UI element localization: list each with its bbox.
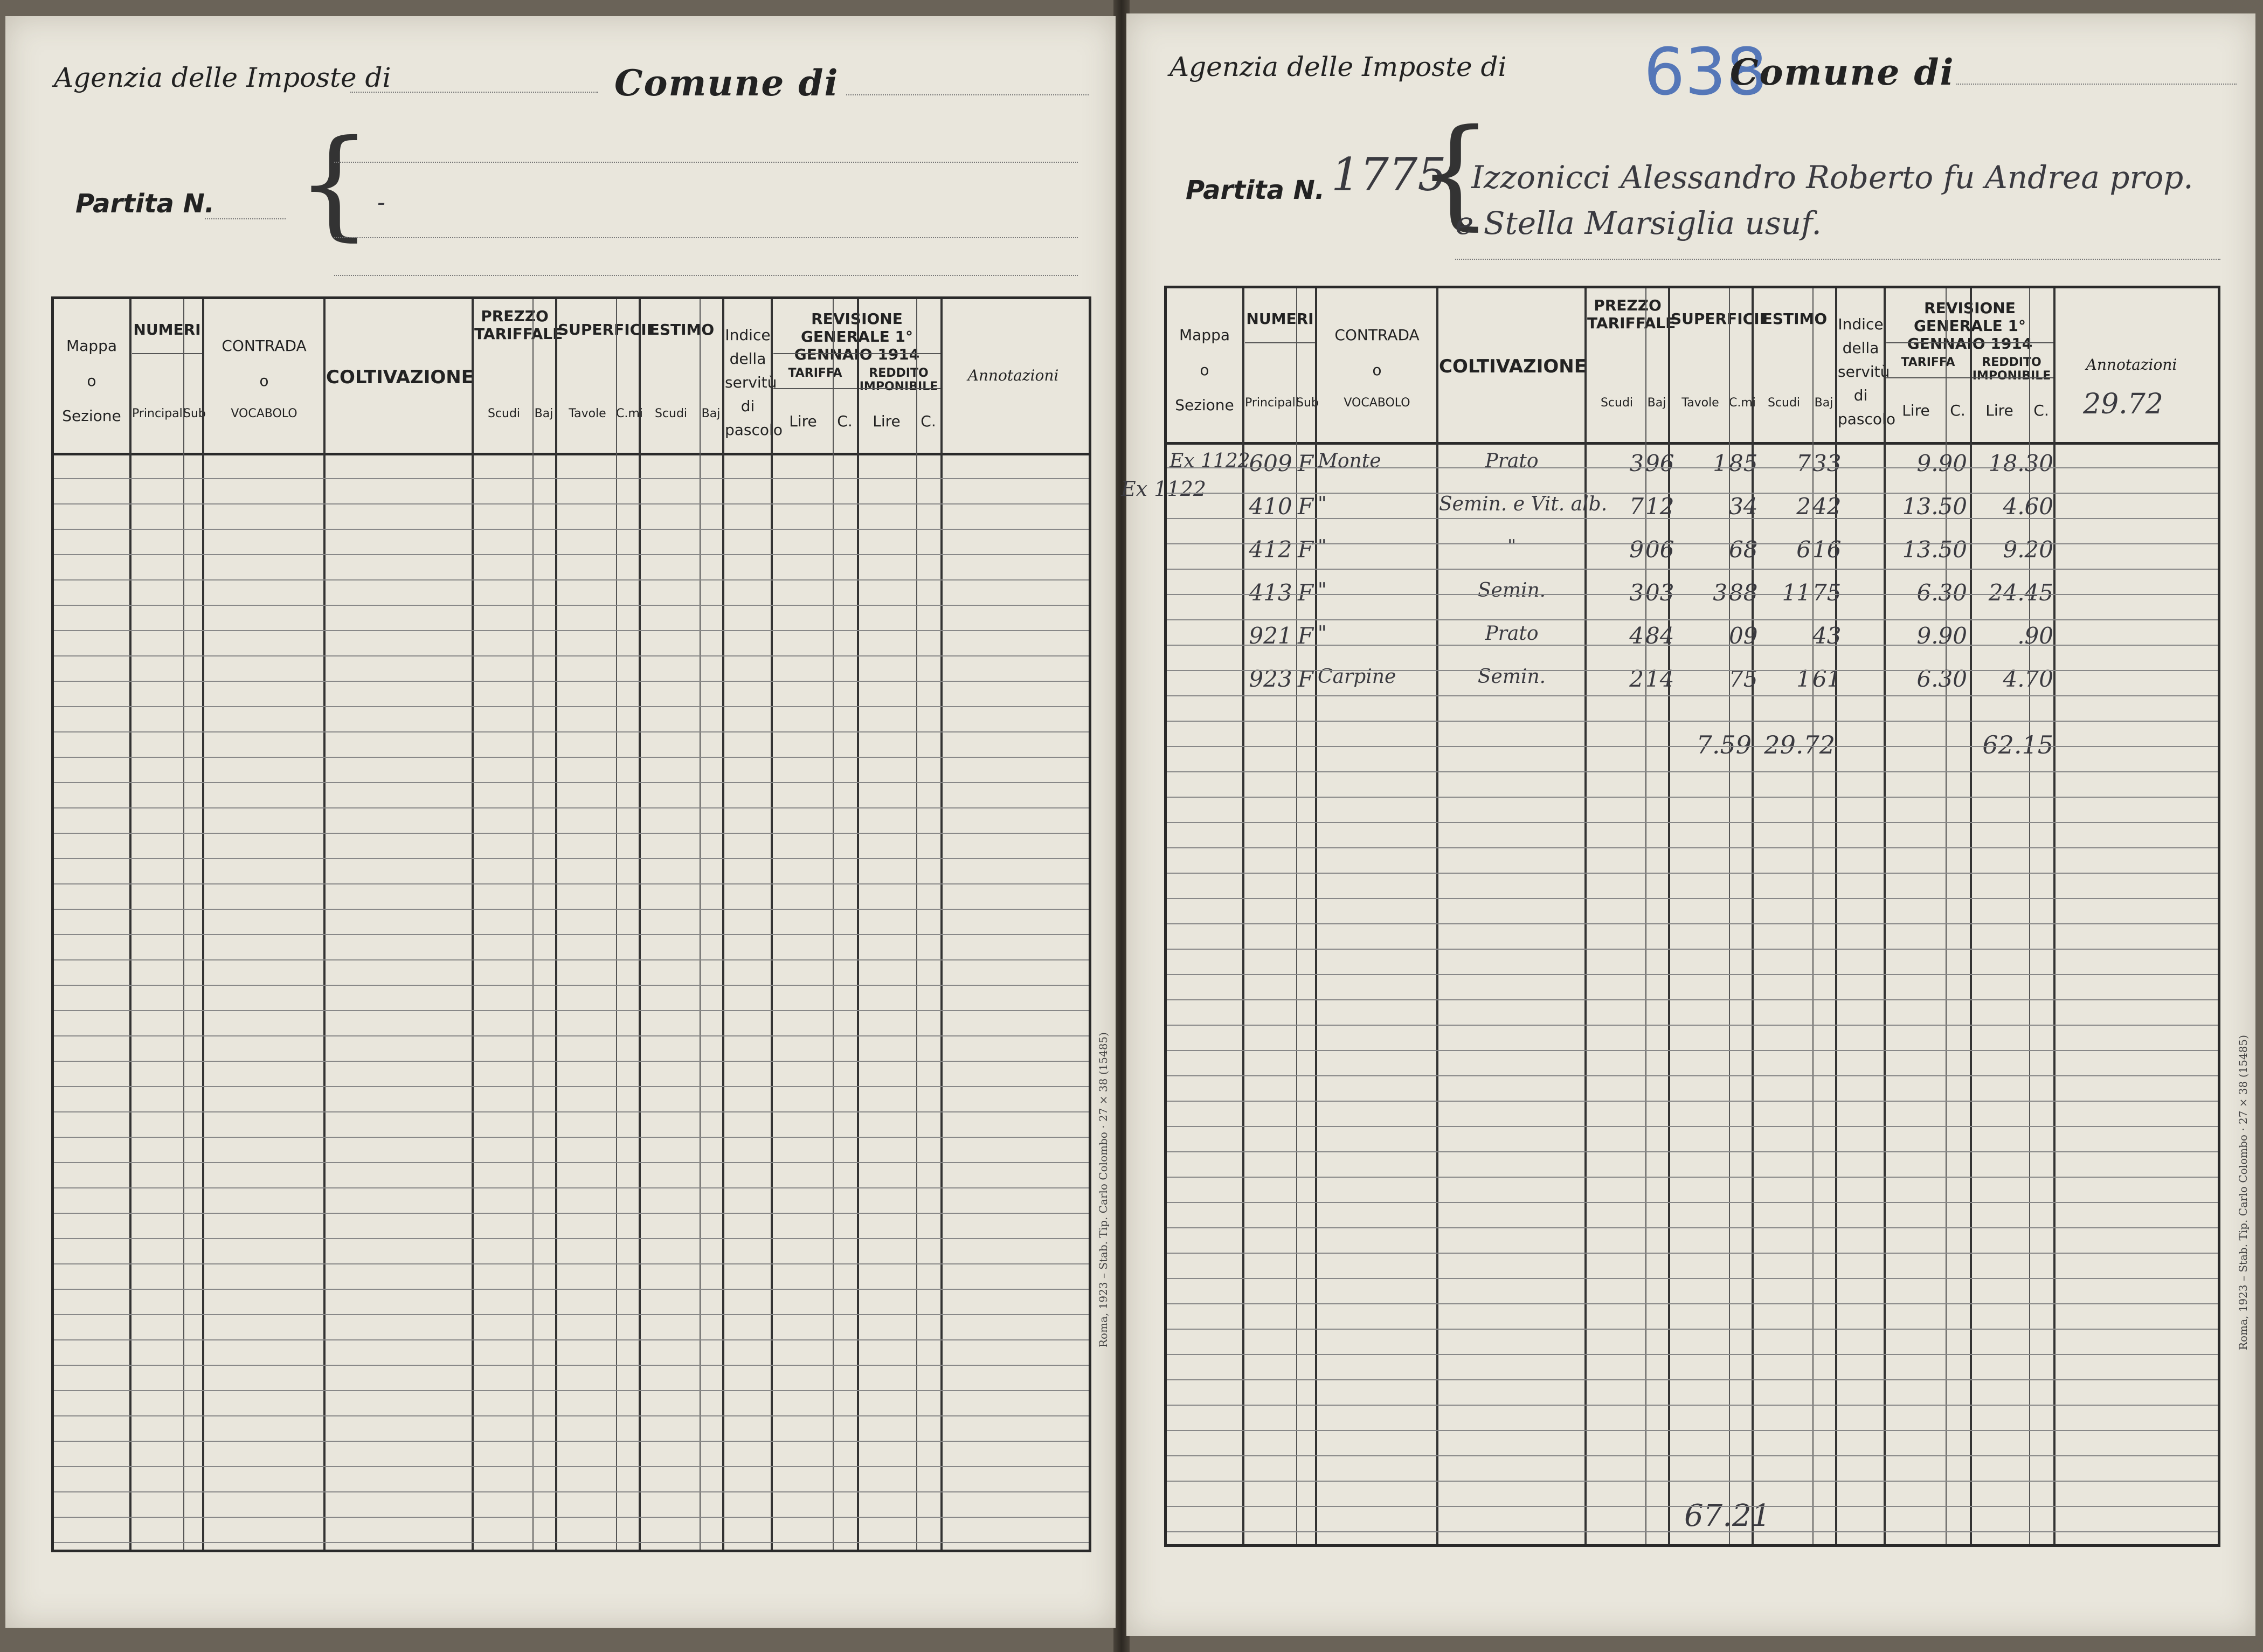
agenzia-label: Agenzia delle Imposte di <box>54 62 391 93</box>
col-scudi: Scudi <box>1600 396 1634 410</box>
col-estimo: ESTIMO <box>649 321 715 338</box>
partita-number: 1775 <box>1331 148 1447 201</box>
col-prezzo: PREZZO TARIFFALE <box>1587 296 1676 332</box>
owner-line-1 <box>334 162 1078 163</box>
cell-sub: F <box>1297 536 1314 563</box>
cell-principale: 923 <box>1249 666 1292 692</box>
col-mappa: Mappa <box>66 337 117 355</box>
cell-principale: 410 <box>1249 493 1292 520</box>
bottom-total: 67.21 <box>1684 1498 1771 1533</box>
col-tavole: Tavole <box>1681 396 1719 410</box>
printer-imprint: Roma, 1923 – Stab. Tip. Carlo Colombo · 27 × 38 (15485) <box>1097 1032 1110 1347</box>
col-tavole: Tavole <box>569 407 606 420</box>
cell-sub: F <box>1297 579 1314 606</box>
cell-tariffa: 13.50 <box>1902 493 1967 520</box>
cell-tavole: 3 <box>1713 579 1727 606</box>
cell-estimo-b: 42 <box>1812 493 1842 520</box>
register-table <box>1164 286 2220 1547</box>
col-superficie: SUPERFICIE <box>558 321 657 338</box>
col-annotazioni: Annotazioni <box>2086 356 2177 374</box>
cell-baj: 84 <box>1645 623 1674 649</box>
cell-principale: 921 <box>1249 623 1292 649</box>
col-cmi: C.mi <box>616 407 643 420</box>
cell-contrada: Carpine <box>1318 666 1396 688</box>
col-o: o <box>1200 361 1209 379</box>
cell-baj: 14 <box>1645 666 1674 692</box>
cell-mappa: Ex 1122 <box>1169 450 1250 472</box>
cell-cmi: 68 <box>1729 536 1758 563</box>
agenzia-label: Agenzia delle Imposte di <box>1169 51 1507 82</box>
cell-contrada: " <box>1318 623 1327 645</box>
col-estimo-baj: Baj <box>701 407 721 420</box>
col-o: o <box>87 372 96 390</box>
partita-label: Partita N. <box>1186 175 1325 205</box>
cell-coltivazione: Prato <box>1485 623 1539 645</box>
cell-tavole: 1 <box>1713 450 1727 476</box>
col-sezione: Sezione <box>62 407 121 425</box>
cell-reddito: 18.30 <box>1988 450 2053 476</box>
col-reddito-c: C. <box>921 412 936 430</box>
cell-cmi: 88 <box>1729 579 1758 606</box>
col-numeri: NUMERI <box>1246 310 1314 328</box>
col-reddito-lire: Lire <box>1985 402 2013 419</box>
owner-line-1: Izzonicci Alessandro Roberto fu Andrea prop. <box>1471 159 2193 196</box>
cell-coltivazione: Semin. e Vit. alb. <box>1439 493 1608 515</box>
col-revisione: REVISIONE GENERALE 1° GENNAIO 1914 <box>1907 299 2033 352</box>
cell-baj: 03 <box>1645 579 1674 606</box>
cell-reddito: 4.70 <box>2003 666 2053 692</box>
col-reddito-c: C. <box>2033 402 2049 419</box>
cell-sub: F <box>1297 493 1314 520</box>
col-prezzo: PREZZO TARIFFALE <box>474 307 563 343</box>
cell-scudi: 7 <box>1629 493 1644 520</box>
partita-field <box>205 218 286 219</box>
right-page <box>1121 13 2255 1636</box>
cell-coltivazione: " <box>1507 536 1517 558</box>
stamp-number: 638 <box>1644 35 1768 110</box>
cell-cmi: 09 <box>1729 623 1758 649</box>
agenzia-field <box>350 92 598 93</box>
comune-field <box>1956 84 2237 85</box>
col-superficie: SUPERFICIE <box>1671 310 1770 328</box>
col-estimo-scudi: Scudi <box>1767 396 1801 410</box>
cell-scudi: 9 <box>1629 536 1644 563</box>
cell-tariffa: 6.30 <box>1916 666 1967 692</box>
comune-label: Comune di <box>614 62 839 104</box>
owner-line-2: e Stella Marsiglia usuf. <box>1455 205 1822 241</box>
cell-principale: 609 <box>1249 450 1292 476</box>
cell-baj: 12 <box>1645 493 1674 520</box>
cell-contrada: " <box>1318 579 1327 602</box>
cell-scudi: 2 <box>1629 666 1644 692</box>
col-reddito-lire: Lire <box>873 412 901 430</box>
col-contrada-o: o <box>259 372 269 390</box>
col-tariffa-c: C. <box>837 412 853 430</box>
col-sub: Sub <box>1296 396 1319 410</box>
cell-estimo-s: 7 <box>1796 450 1811 476</box>
cell-contrada: Monte <box>1318 450 1381 472</box>
owner-line-3 <box>334 275 1078 276</box>
cell-estimo-b: 75 <box>1812 579 1842 606</box>
col-estimo-baj: Baj <box>1814 396 1833 410</box>
partita-dash: - <box>377 189 385 216</box>
col-coltivazione: COLTIVAZIONE <box>1439 356 1587 377</box>
col-cmi: C.mi <box>1729 396 1756 410</box>
cell-contrada: " <box>1318 536 1327 558</box>
cell-principale: 412 <box>1249 536 1292 563</box>
total-reddito: 62.15 <box>1982 730 2053 759</box>
cell-estimo-s: 1 <box>1796 666 1811 692</box>
col-estimo-scudi: Scudi <box>654 407 688 420</box>
cell-tariffa: 9.90 <box>1916 623 1967 649</box>
cell-coltivazione: Semin. <box>1477 579 1546 602</box>
owner-line-2 <box>334 237 1078 238</box>
col-baj: Baj <box>534 407 553 420</box>
cell-estimo-b: 16 <box>1812 536 1842 563</box>
printer-imprint: Roma, 1923 – Stab. Tip. Carlo Colombo · 27 × 38 (15485) <box>2237 1035 2250 1350</box>
col-indice: Indice della servitù di pascolo <box>725 326 783 439</box>
cell-baj: 06 <box>1645 536 1674 563</box>
col-reddito: REDDITO IMPONIBILE <box>859 367 938 393</box>
cell-estimo-s: 2 <box>1796 493 1811 520</box>
col-contrada: CONTRADA <box>1334 326 1420 344</box>
cell-baj: 96 <box>1645 450 1674 476</box>
cell-estimo-b: 61 <box>1812 666 1842 692</box>
cell-principale: 413 <box>1249 579 1292 606</box>
col-principali: Principali <box>1245 396 1299 410</box>
annotazioni-note: 29.72 <box>2083 388 2163 420</box>
col-tariffa-c: C. <box>1950 402 1966 419</box>
col-contrada: CONTRADA <box>222 337 307 355</box>
cell-scudi: 3 <box>1629 450 1644 476</box>
col-numeri: NUMERI <box>133 321 201 338</box>
col-tariffa-lire: Lire <box>789 412 817 430</box>
total-estimo: 29.72 <box>1764 730 1835 759</box>
cell-sub: F <box>1297 666 1314 692</box>
col-principali: Principali <box>132 407 186 420</box>
margin-note: Ex 1122 <box>1121 477 1206 501</box>
col-reddito: REDDITO IMPONIBILE <box>1972 356 2051 383</box>
cell-cmi: 85 <box>1729 450 1758 476</box>
cell-estimo-s: 6 <box>1796 536 1811 563</box>
cell-cmi: 34 <box>1729 493 1758 520</box>
cell-reddito: .90 <box>2017 623 2053 649</box>
col-tariffa: TARIFFA <box>1901 356 1955 369</box>
cell-estimo-b: 43 <box>1812 623 1842 649</box>
cell-tariffa: 13.50 <box>1902 536 1967 563</box>
cell-scudi: 3 <box>1629 579 1644 606</box>
cell-estimo-b: 33 <box>1812 450 1842 476</box>
cell-reddito: 24.45 <box>1988 579 2053 606</box>
col-revisione: REVISIONE GENERALE 1° GENNAIO 1914 <box>794 310 920 363</box>
cell-reddito: 9.20 <box>2003 536 2053 563</box>
cell-reddito: 4.60 <box>2003 493 2053 520</box>
brace-icon: { <box>1417 103 1493 241</box>
col-baj: Baj <box>1647 396 1666 410</box>
cell-tariffa: 6.30 <box>1916 579 1967 606</box>
cell-coltivazione: Prato <box>1485 450 1539 472</box>
col-indice: Indice della servitù di pascolo <box>1838 315 1895 428</box>
col-vocabolo: VOCABOLO <box>231 407 297 420</box>
col-sezione: Sezione <box>1175 396 1234 414</box>
register-table <box>51 296 1091 1552</box>
col-sub: Sub <box>183 407 206 420</box>
col-estimo: ESTIMO <box>1762 310 1828 328</box>
col-tariffa-lire: Lire <box>1902 402 1930 419</box>
cell-sub: F <box>1297 450 1314 476</box>
cell-sub: F <box>1297 623 1314 649</box>
cell-tariffa: 9.90 <box>1916 450 1967 476</box>
left-page <box>5 16 1116 1628</box>
col-contrada-o: o <box>1372 361 1382 379</box>
cell-cmi: 75 <box>1729 666 1758 692</box>
col-annotazioni: Annotazioni <box>967 367 1059 384</box>
col-scudi: Scudi <box>487 407 521 420</box>
partita-label: Partita N. <box>75 189 215 219</box>
cell-contrada: " <box>1318 493 1327 515</box>
owner-line-3 <box>1455 259 2220 260</box>
col-coltivazione: COLTIVAZIONE <box>326 367 474 388</box>
cell-estimo-s: 11 <box>1782 579 1811 606</box>
col-vocabolo: VOCABOLO <box>1344 396 1410 410</box>
brace-icon: { <box>296 114 372 252</box>
col-mappa: Mappa <box>1179 326 1230 344</box>
comune-label: Comune di <box>1730 51 1955 93</box>
comune-field <box>846 94 1089 95</box>
cell-scudi: 4 <box>1629 623 1644 649</box>
col-tariffa: TARIFFA <box>788 367 842 380</box>
cell-coltivazione: Semin. <box>1477 666 1546 688</box>
total-superficie: 7.59 <box>1696 730 1752 759</box>
